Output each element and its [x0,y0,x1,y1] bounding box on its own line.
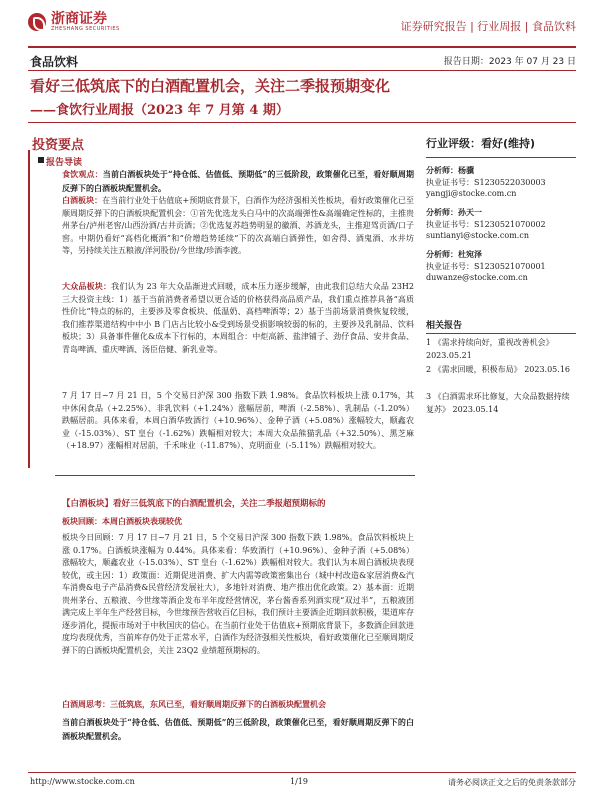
analyst-email[interactable]: duwanze@stocke.com.cn [426,273,528,282]
section-heading: 投资要点 [32,138,85,153]
title-divider-bottom [28,122,576,123]
industry-rating: 行业评级：看好(维持) [426,137,536,150]
mass-paragraph [62,280,414,356]
report-subtitle: ——食饮行业周报（2023 年 7 月第 4 期） [30,103,289,118]
analyst-name: 孙天一 [458,207,482,217]
baijiu-paragraph [62,194,414,258]
view-heading [62,698,414,712]
page-number: 1/19 [290,777,308,786]
left-accent-bar [28,150,30,468]
core-view-paragraph [62,168,414,195]
related-report-title[interactable]: 3 《白酒需求环比修复，大众品数据持续复苏》 [426,392,570,414]
review-heading [62,515,414,529]
weekly-paragraph: 7 月 17 日~7 月 21 日，5 个交易日沪深 300 指数下跌 1.98%。食品饮料板块上涨 0.17%，其中休闲食品（+2.25%）、非乳饮料（+1.24%）涨幅居前，啤酒（-2.58%）、乳制品（-1.20%）跌幅居前。具体来看，本周白酒华致酒行（+10.96%）、金种子酒（+5.08%）涨幅较大，顺鑫农业（-15.03%）、ST 皇台（-1.62%）跌幅相对较大；本周大众品熊猫乳品（+32.50%）、黑芝麻（+18.97）涨幅相对居前，千禾味业（-11.87%）、克明面业（-5.11%）跌幅相对较大。 [62,391,414,450]
related-report-item[interactable] [426,363,576,376]
view-paragraph [62,716,414,743]
logo-subtitle: ZHESHANG SECURITIES [51,26,120,32]
related-report-title[interactable]: 1 《需求持续向好，重视改善机会》 [426,338,554,347]
analyst-name: 杜宛泽 [458,249,482,259]
page-header [28,12,576,42]
square-bullet-icon [38,157,44,163]
view-label: 白酒周思考：三低筑底，东风已至，看好顺周期反弹下的白酒板块配置机会 [62,699,326,709]
baijiu-label: 白酒板块： [62,195,103,205]
footer-disclaimer: 请务必阅读正文之后的免责条款部分 [448,778,576,787]
report-date: 报告日期：2023 年 07 月 23 日 [443,57,576,67]
logo-name: 浙商证券 [51,11,107,27]
baijiu-text: 在当前行业处于估值底+预期底背景下，白酒作为经济强相关性板块，看好政策催化已至顺周期反弹下的白酒板块配置机会：①首先优选龙头白马中的次高端弹性&高端确定性标的，主推贵州茅台/泸州老窖/山西汾酒/古井贡酒；②优选复苏趋势明显的徽酒、苏酒龙头，主推迎驾贡酒/口子窖。中期仍看好“高档化概酒”和“价增趋势延续”下的次高端白酒弹性，如舍得、酒鬼酒、水井坊等，另持续关注五粮液/洋河股份/今世缘/珍酒李渡。 [62,196,415,255]
analyst-card [426,165,576,200]
breadcrumb: 证券研究报告 | 行业周报 | 食品饮料 [400,20,576,33]
core-view-label: 食饮观点： [62,169,103,179]
view-text: 当前白酒板块处于“持仓低、估值低、预期低”的三低阶段，政策催化已至，看好顺周期反弹下的白酒板块配置机会。 [62,717,414,741]
analyst-card [426,249,576,284]
review-paragraph: 板块今日回顾：7 月 17 日~7 月 21 日，5 个交易日沪深 300 指数下跌 1.98%。食品饮料板块上涨 0.17%。白酒板块涨幅为 0.44%。具体来看：华致酒行（+10.96%）、金种子酒（+5.08%）涨幅较大，顺鑫农业（-15.03%）、ST 皇台（-1.62%）跌幅相对较大。我们认为本周白酒板块表现较优，或主因：1）政策面：近期促进消费、扩大内需等政策密集出台（城中村改造&家居消费&汽车消费&电子产品消费&民营经济发展社大），多地针对消费、地产推出优化政策。2）基本面：近期贵州茅台、五粮液、今世缘等酒企发布半年度经营情况，茅台酱香系列酒实现“双过半”，五粮液团满完成上半年生产经营目标，今世缘预告营收百亿目标，我们预计主要酒企近期回款积极，渠道库存逐步消化，提振市场对于中秋国庆的信心。在当前行业处于估值底+预期底背景下，多数酒企回款进度均表现优秀，当前库存仍处于正常水平，白酒作为经济强相关性板块，看好政策催化已至顺周期反弹下的白酒板块配置机会，关注 23Q2 业绩超预期标的。 [62,533,414,655]
related-reports-heading: 相关报告 [426,318,576,334]
analyst-card [426,207,576,242]
company-logo [28,12,120,32]
mass-label: 大众品板块： [62,281,112,291]
baijiu-section-title: 【白酒板块】看好三低筑底下的白酒配置机会，关注二季报超预期标的 [62,499,326,509]
rating-box [426,135,576,158]
related-report-item[interactable] [426,336,576,362]
rating-divider [426,157,576,158]
sector-label: 食品饮料 [30,55,79,69]
analyst-label: 分析师： [426,249,458,259]
related-report-title[interactable]: 2 《需求回暖，积极布局》 [426,365,522,374]
related-report-date: 2023.05.14 [452,405,499,414]
analyst-email[interactable]: suntianyi@stocke.com.cn [426,231,529,240]
title-divider-top [28,70,576,71]
analyst-label: 分析师： [426,207,458,217]
intro-lead: 报告导读 [46,158,83,168]
analyst-label: 分析师： [426,165,458,175]
analyst-cert: 执业证书号：S1230522030003 [426,177,546,187]
analyst-cert: 执业证书号：S1230521070002 [426,219,546,229]
report-title: 看好三低筑底下的白酒配置机会，关注二季报预期变化 [30,77,391,95]
footer-divider [28,772,576,773]
logo-mark-icon [28,13,46,31]
analyst-cert: 执业证书号：S1230521070001 [426,261,546,271]
related-report-item[interactable] [426,390,576,416]
header-divider [28,46,576,48]
analyst-email[interactable]: yangji@stocke.com.cn [426,189,517,198]
footer-url[interactable]: http://www.stocke.com.cn [30,777,135,786]
section-divider [55,475,415,476]
related-report-date: 2023.05.21 [426,351,472,360]
core-view-text: 当前白酒板块处于“持仓低、估值低、预期低”的三低阶段，政策催化已至，看好顺周期反弹下的白酒板块配置机会。 [62,169,415,193]
analyst-name: 杨骥 [458,165,474,175]
review-label: 板块回顾：本周白酒板块表现较优 [62,516,182,526]
mass-text: 我们认为 23 年大众品渐进式回暖，成本压力逐步缓解，由此我们总结大众品 23H2 三大投资主线：1）基于当前消费者希望以更合适的价格获得高品质产品，我们重点推荐具备“高质性价比”特点的标的，主要涉及零食板块、低温奶、高档啤酒等；2）基于当前场景消费恢复较缓，我们推荐渠道结构中中小 B 门店占比较小&受到场景受损影响较弱的标的，主要涉及乳制品、饮料板块；3）具备事件催化&成本下行标的，本周组合：中炬高新、盐津铺子、劲仔食品、安井食品、青岛啤酒、重庆啤酒、汤臣倍健、新乳业等。 [62,282,414,354]
related-report-date: 2023.05.16 [524,365,570,374]
